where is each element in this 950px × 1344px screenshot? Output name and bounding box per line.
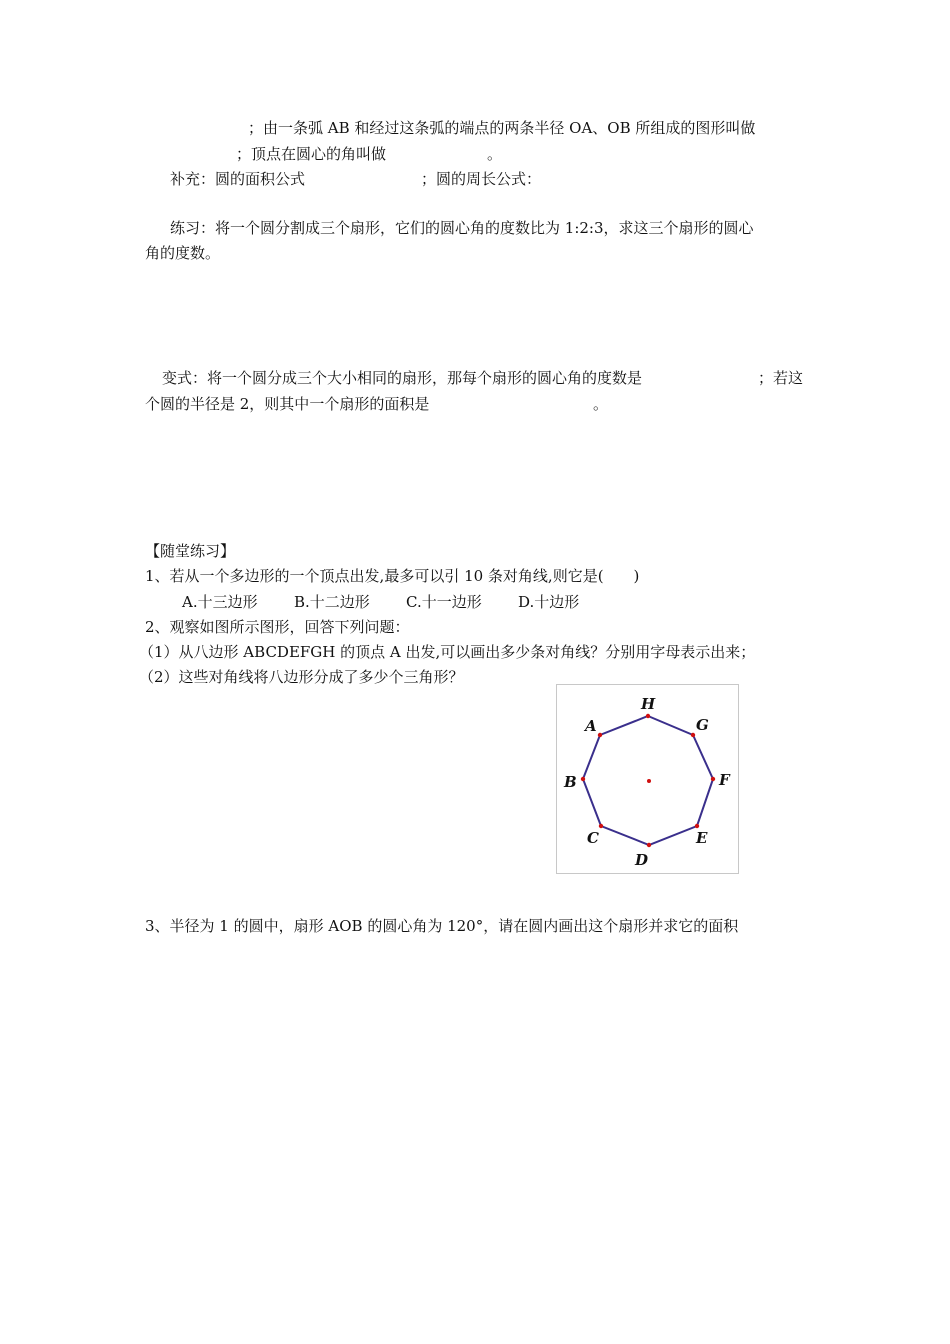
exercise-line-2: 角的度数。 — [145, 244, 221, 262]
vertex-label-f: F — [719, 771, 730, 789]
question-1: 1、若从一个多边形的一个顶点出发,最多可以引 10 条对角线,则它是( ) — [145, 567, 640, 585]
vertex-point — [691, 733, 695, 737]
vertex-point — [647, 843, 651, 847]
q1-option-d: D.十边形 — [518, 593, 580, 611]
vertex-point — [598, 733, 602, 737]
vertex-label-b: B — [564, 773, 577, 791]
intro-line-1: ；由一条弧 AB 和经过这条弧的端点的两条半径 OA、OB 所组成的图形叫做 — [248, 119, 756, 137]
variant-line-2b: 。 — [593, 395, 609, 413]
question-2-sub-1: （1）从八边形 ABCDEFGH 的顶点 A 出发,可以画出多少条对角线？分别用字母表示出来； — [139, 643, 756, 661]
vertex-label-e: E — [696, 829, 708, 847]
intro-line-2a: ；顶点在圆心的角叫做 — [236, 145, 387, 163]
vertex-label-a: A — [585, 717, 597, 735]
vertex-label-h: H — [641, 695, 656, 713]
q1-option-b: B.十二边形 — [294, 593, 370, 611]
vertex-point — [695, 824, 699, 828]
q1-option-a: A.十三边形 — [182, 593, 258, 611]
variant-line-2a: 个圆的半径是 2，则其中一个扇形的面积是 — [145, 395, 430, 413]
question-2: 2、观察如图所示图形，回答下列问题： — [145, 618, 410, 636]
question-3: 3、半径为 1 的圆中，扇形 AOB 的圆心角为 120°，请在圆内画出这个扇形并求它的面积 — [145, 917, 739, 935]
vertex-label-c: C — [587, 829, 599, 847]
variant-line-1b: ；若这 — [758, 369, 804, 387]
exercise-line-1: 练习：将一个圆分割成三个扇形，它们的圆心角的度数比为 1:2:3，求这三个扇形的圆心 — [170, 219, 754, 237]
octagon-figure — [556, 684, 739, 874]
question-2-sub-2: （2）这些对角线将八边形分成了多少个三角形？ — [139, 668, 464, 686]
vertex-point — [581, 777, 585, 781]
vertex-point — [711, 777, 715, 781]
supplement-circumference-formula: ；圆的周长公式： — [421, 170, 542, 188]
vertex-label-g: G — [696, 716, 709, 734]
center-point — [647, 779, 651, 783]
q1-option-c: C.十一边形 — [406, 593, 482, 611]
practice-heading: 【随堂练习】 — [145, 542, 236, 560]
variant-line-1a: 变式：将一个圆分成三个大小相同的扇形，那每个扇形的圆心角的度数是 — [162, 369, 643, 387]
vertex-point — [646, 714, 650, 718]
supplement-area-formula: 补充：圆的面积公式 — [170, 170, 306, 188]
vertex-point — [599, 824, 603, 828]
octagon-diagram — [557, 685, 740, 875]
intro-line-2b: 。 — [487, 145, 503, 163]
vertex-label-d: D — [635, 851, 649, 869]
